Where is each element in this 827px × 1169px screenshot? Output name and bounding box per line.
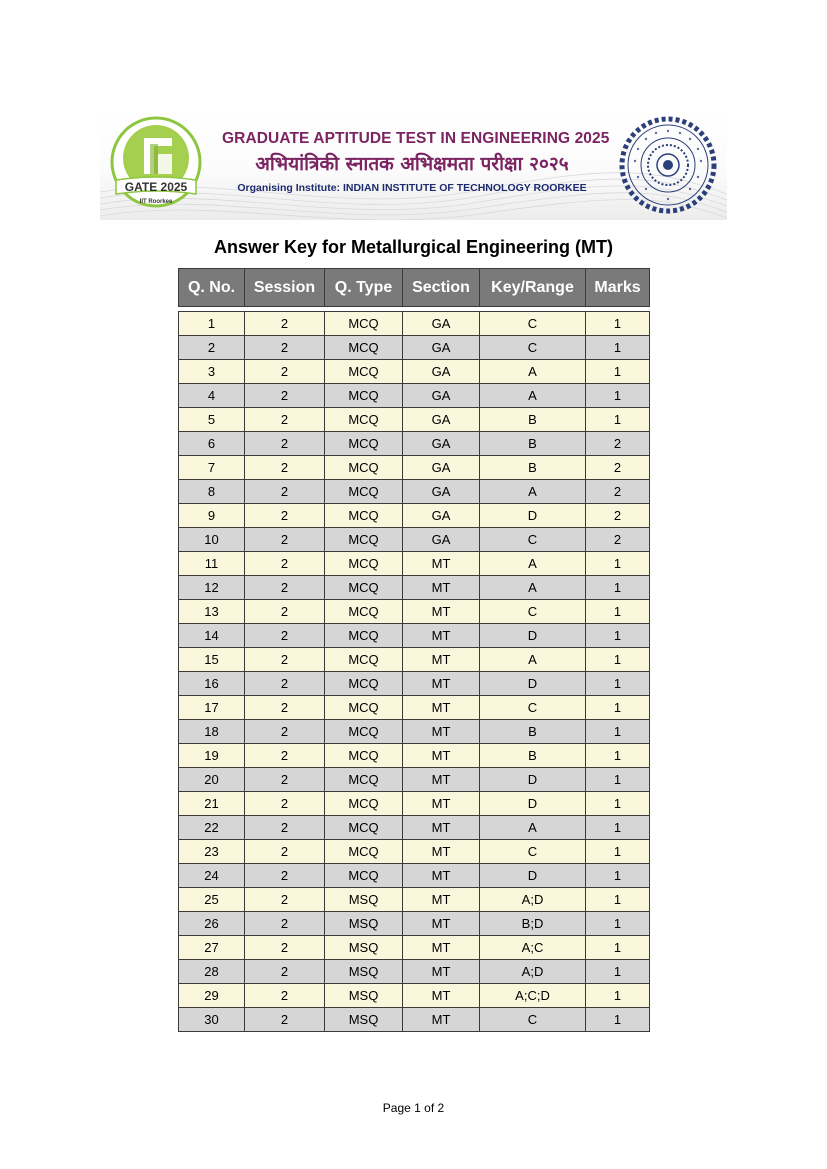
- qtype-cell: MSQ: [325, 984, 403, 1008]
- section-cell: GA: [403, 360, 480, 384]
- session-cell: 2: [245, 360, 325, 384]
- qno-cell: 20: [179, 768, 245, 792]
- key-cell: A: [480, 360, 586, 384]
- key-cell: A;C: [480, 936, 586, 960]
- section-cell: MT: [403, 960, 480, 984]
- marks-cell: 1: [586, 336, 650, 360]
- section-cell: GA: [403, 456, 480, 480]
- session-cell: 2: [245, 912, 325, 936]
- session-cell: 2: [245, 576, 325, 600]
- key-cell: D: [480, 672, 586, 696]
- qno-cell: 9: [179, 504, 245, 528]
- session-cell: 2: [245, 384, 325, 408]
- banner-title-english: GRADUATE APTITUDE TEST IN ENGINEERING 2025: [222, 130, 610, 147]
- marks-cell: 1: [586, 864, 650, 888]
- session-cell: 2: [245, 768, 325, 792]
- qtype-cell: MCQ: [325, 480, 403, 504]
- key-cell: A: [480, 816, 586, 840]
- marks-cell: 1: [586, 408, 650, 432]
- banner-title-hindi: अभियांत्रिकी स्नातक अभिक्षमता परीक्षा २०२५: [255, 153, 569, 175]
- qtype-cell: MSQ: [325, 960, 403, 984]
- qtype-cell: MCQ: [325, 768, 403, 792]
- section-cell: MT: [403, 888, 480, 912]
- gate-logo-text: GATE 2025: [124, 180, 188, 194]
- table-row: [179, 384, 650, 408]
- qtype-cell: MCQ: [325, 456, 403, 480]
- qno-cell: 22: [179, 816, 245, 840]
- key-cell: C: [480, 1008, 586, 1032]
- qtype-cell: MCQ: [325, 744, 403, 768]
- qtype-cell: MCQ: [325, 840, 403, 864]
- qno-cell: 15: [179, 648, 245, 672]
- qtype-cell: MCQ: [325, 336, 403, 360]
- table-row: [179, 768, 650, 792]
- table-row: [179, 432, 650, 456]
- key-cell: C: [480, 600, 586, 624]
- section-cell: GA: [403, 408, 480, 432]
- table-row: [179, 576, 650, 600]
- qno-cell: 2: [179, 336, 245, 360]
- session-cell: 2: [245, 744, 325, 768]
- table-row: [179, 504, 650, 528]
- qno-cell: 17: [179, 696, 245, 720]
- table-row: [179, 984, 650, 1008]
- column-header-session: Session: [245, 269, 325, 307]
- qno-cell: 19: [179, 744, 245, 768]
- qno-cell: 5: [179, 408, 245, 432]
- table-row: [179, 1008, 650, 1032]
- section-cell: MT: [403, 816, 480, 840]
- key-cell: A: [480, 576, 586, 600]
- column-header-section: Section: [403, 269, 480, 307]
- table-row: [179, 744, 650, 768]
- qtype-cell: MCQ: [325, 552, 403, 576]
- key-cell: B: [480, 720, 586, 744]
- session-cell: 2: [245, 720, 325, 744]
- key-cell: B: [480, 456, 586, 480]
- marks-cell: 1: [586, 720, 650, 744]
- qno-cell: 4: [179, 384, 245, 408]
- marks-cell: 1: [586, 768, 650, 792]
- key-cell: A: [480, 384, 586, 408]
- marks-cell: 1: [586, 816, 650, 840]
- key-cell: D: [480, 624, 586, 648]
- session-cell: 2: [245, 1008, 325, 1032]
- section-cell: MT: [403, 936, 480, 960]
- marks-cell: 1: [586, 744, 650, 768]
- qtype-cell: MCQ: [325, 576, 403, 600]
- table-row: [179, 960, 650, 984]
- session-cell: 2: [245, 312, 325, 336]
- key-cell: A;D: [480, 960, 586, 984]
- marks-cell: 1: [586, 648, 650, 672]
- section-cell: MT: [403, 864, 480, 888]
- key-cell: D: [480, 864, 586, 888]
- session-cell: 2: [245, 624, 325, 648]
- key-cell: A;C;D: [480, 984, 586, 1008]
- table-row: [179, 936, 650, 960]
- session-cell: 2: [245, 648, 325, 672]
- banner-text: [222, 130, 610, 194]
- session-cell: 2: [245, 336, 325, 360]
- section-cell: GA: [403, 312, 480, 336]
- key-cell: C: [480, 696, 586, 720]
- marks-cell: 2: [586, 432, 650, 456]
- key-cell: D: [480, 504, 586, 528]
- marks-cell: 1: [586, 960, 650, 984]
- table-row: [179, 336, 650, 360]
- section-cell: MT: [403, 552, 480, 576]
- section-cell: GA: [403, 528, 480, 552]
- section-cell: GA: [403, 384, 480, 408]
- table-row: [179, 864, 650, 888]
- session-cell: 2: [245, 696, 325, 720]
- qtype-cell: MCQ: [325, 864, 403, 888]
- qno-cell: 30: [179, 1008, 245, 1032]
- qtype-cell: MSQ: [325, 912, 403, 936]
- key-cell: C: [480, 840, 586, 864]
- table-row: [179, 648, 650, 672]
- section-cell: MT: [403, 840, 480, 864]
- key-cell: C: [480, 528, 586, 552]
- marks-cell: 2: [586, 456, 650, 480]
- qno-cell: 27: [179, 936, 245, 960]
- column-header-qtype: Q. Type: [325, 269, 403, 307]
- qno-cell: 10: [179, 528, 245, 552]
- table-row: [179, 888, 650, 912]
- qtype-cell: MCQ: [325, 312, 403, 336]
- gate-logo-subtext: IIT Roorkee: [139, 199, 173, 205]
- session-cell: 2: [245, 960, 325, 984]
- marks-cell: 1: [586, 696, 650, 720]
- table-row: [179, 600, 650, 624]
- section-cell: MT: [403, 792, 480, 816]
- table-row: [179, 480, 650, 504]
- qno-cell: 18: [179, 720, 245, 744]
- session-cell: 2: [245, 552, 325, 576]
- table-row: [179, 456, 650, 480]
- section-cell: MT: [403, 576, 480, 600]
- table-row: [179, 312, 650, 336]
- column-header-qno: Q. No.: [179, 269, 245, 307]
- qtype-cell: MCQ: [325, 600, 403, 624]
- session-cell: 2: [245, 600, 325, 624]
- table-row: [179, 792, 650, 816]
- qno-cell: 21: [179, 792, 245, 816]
- answer-key-table: [178, 268, 650, 1032]
- marks-cell: 1: [586, 600, 650, 624]
- table-row: [179, 912, 650, 936]
- key-cell: D: [480, 768, 586, 792]
- marks-cell: 2: [586, 528, 650, 552]
- qtype-cell: MCQ: [325, 672, 403, 696]
- section-cell: MT: [403, 672, 480, 696]
- key-cell: B: [480, 432, 586, 456]
- qtype-cell: MSQ: [325, 936, 403, 960]
- page-title: Answer Key for Metallurgical Engineering (MT): [213, 237, 614, 257]
- organising-institute: Organising Institute: INDIAN INSTITUTE OF TECHNOLOGY ROORKEE: [237, 182, 587, 194]
- qtype-cell: MCQ: [325, 408, 403, 432]
- session-cell: 2: [245, 504, 325, 528]
- qtype-cell: MCQ: [325, 816, 403, 840]
- marks-cell: 1: [586, 984, 650, 1008]
- qtype-cell: MCQ: [325, 360, 403, 384]
- session-cell: 2: [245, 672, 325, 696]
- table-row: [179, 408, 650, 432]
- qtype-cell: MCQ: [325, 624, 403, 648]
- table-row: [179, 528, 650, 552]
- section-cell: MT: [403, 600, 480, 624]
- qno-cell: 24: [179, 864, 245, 888]
- section-cell: MT: [403, 984, 480, 1008]
- session-cell: 2: [245, 792, 325, 816]
- section-cell: MT: [403, 744, 480, 768]
- marks-cell: 1: [586, 888, 650, 912]
- page-number: Page 1 of 2: [382, 1101, 445, 1115]
- qtype-cell: MCQ: [325, 648, 403, 672]
- table-row: [179, 624, 650, 648]
- column-header-key: Key/Range: [480, 269, 586, 307]
- key-cell: C: [480, 312, 586, 336]
- marks-cell: 1: [586, 552, 650, 576]
- qtype-cell: MCQ: [325, 384, 403, 408]
- marks-cell: 1: [586, 672, 650, 696]
- qno-cell: 11: [179, 552, 245, 576]
- marks-cell: 2: [586, 480, 650, 504]
- qno-cell: 3: [179, 360, 245, 384]
- section-cell: MT: [403, 1008, 480, 1032]
- session-cell: 2: [245, 936, 325, 960]
- section-cell: GA: [403, 432, 480, 456]
- qtype-cell: MCQ: [325, 720, 403, 744]
- session-cell: 2: [245, 888, 325, 912]
- section-cell: GA: [403, 480, 480, 504]
- session-cell: 2: [245, 456, 325, 480]
- section-cell: MT: [403, 768, 480, 792]
- qno-cell: 12: [179, 576, 245, 600]
- section-cell: MT: [403, 720, 480, 744]
- key-cell: A: [480, 480, 586, 504]
- qtype-cell: MSQ: [325, 1008, 403, 1032]
- marks-cell: 1: [586, 936, 650, 960]
- section-cell: MT: [403, 912, 480, 936]
- qtype-cell: MCQ: [325, 432, 403, 456]
- key-cell: D: [480, 792, 586, 816]
- marks-cell: 1: [586, 384, 650, 408]
- key-cell: B: [480, 744, 586, 768]
- marks-cell: 1: [586, 792, 650, 816]
- session-cell: 2: [245, 408, 325, 432]
- qno-cell: 8: [179, 480, 245, 504]
- section-cell: MT: [403, 624, 480, 648]
- qtype-cell: MCQ: [325, 696, 403, 720]
- marks-cell: 1: [586, 312, 650, 336]
- table-row: [179, 696, 650, 720]
- table-row: [179, 720, 650, 744]
- key-cell: C: [480, 336, 586, 360]
- section-cell: GA: [403, 504, 480, 528]
- iit-roorkee-seal: [618, 115, 718, 215]
- table-row: [179, 360, 650, 384]
- marks-cell: 1: [586, 360, 650, 384]
- qtype-cell: MCQ: [325, 792, 403, 816]
- key-cell: A;D: [480, 888, 586, 912]
- session-cell: 2: [245, 816, 325, 840]
- marks-cell: 1: [586, 576, 650, 600]
- qno-cell: 13: [179, 600, 245, 624]
- qno-cell: 26: [179, 912, 245, 936]
- header-banner: [100, 112, 727, 220]
- table-body: [179, 307, 650, 1032]
- qtype-cell: MCQ: [325, 528, 403, 552]
- key-cell: A: [480, 552, 586, 576]
- qno-cell: 23: [179, 840, 245, 864]
- gate-logo: [106, 114, 206, 214]
- session-cell: 2: [245, 840, 325, 864]
- marks-cell: 1: [586, 912, 650, 936]
- qno-cell: 25: [179, 888, 245, 912]
- section-cell: GA: [403, 336, 480, 360]
- qtype-cell: MSQ: [325, 888, 403, 912]
- qtype-cell: MCQ: [325, 504, 403, 528]
- session-cell: 2: [245, 984, 325, 1008]
- section-cell: MT: [403, 648, 480, 672]
- table-row: [179, 816, 650, 840]
- column-header-marks: Marks: [586, 269, 650, 307]
- key-cell: B;D: [480, 912, 586, 936]
- table-row: [179, 552, 650, 576]
- qno-cell: 14: [179, 624, 245, 648]
- qno-cell: 1: [179, 312, 245, 336]
- marks-cell: 2: [586, 504, 650, 528]
- key-cell: B: [480, 408, 586, 432]
- qno-cell: 16: [179, 672, 245, 696]
- qno-cell: 29: [179, 984, 245, 1008]
- qno-cell: 28: [179, 960, 245, 984]
- table-row: [179, 672, 650, 696]
- key-cell: A: [480, 648, 586, 672]
- marks-cell: 1: [586, 624, 650, 648]
- qno-cell: 7: [179, 456, 245, 480]
- marks-cell: 1: [586, 1008, 650, 1032]
- table-row: [179, 840, 650, 864]
- marks-cell: 1: [586, 840, 650, 864]
- session-cell: 2: [245, 864, 325, 888]
- session-cell: 2: [245, 432, 325, 456]
- table-header-row: [179, 269, 650, 307]
- qno-cell: 6: [179, 432, 245, 456]
- session-cell: 2: [245, 480, 325, 504]
- section-cell: MT: [403, 696, 480, 720]
- session-cell: 2: [245, 528, 325, 552]
